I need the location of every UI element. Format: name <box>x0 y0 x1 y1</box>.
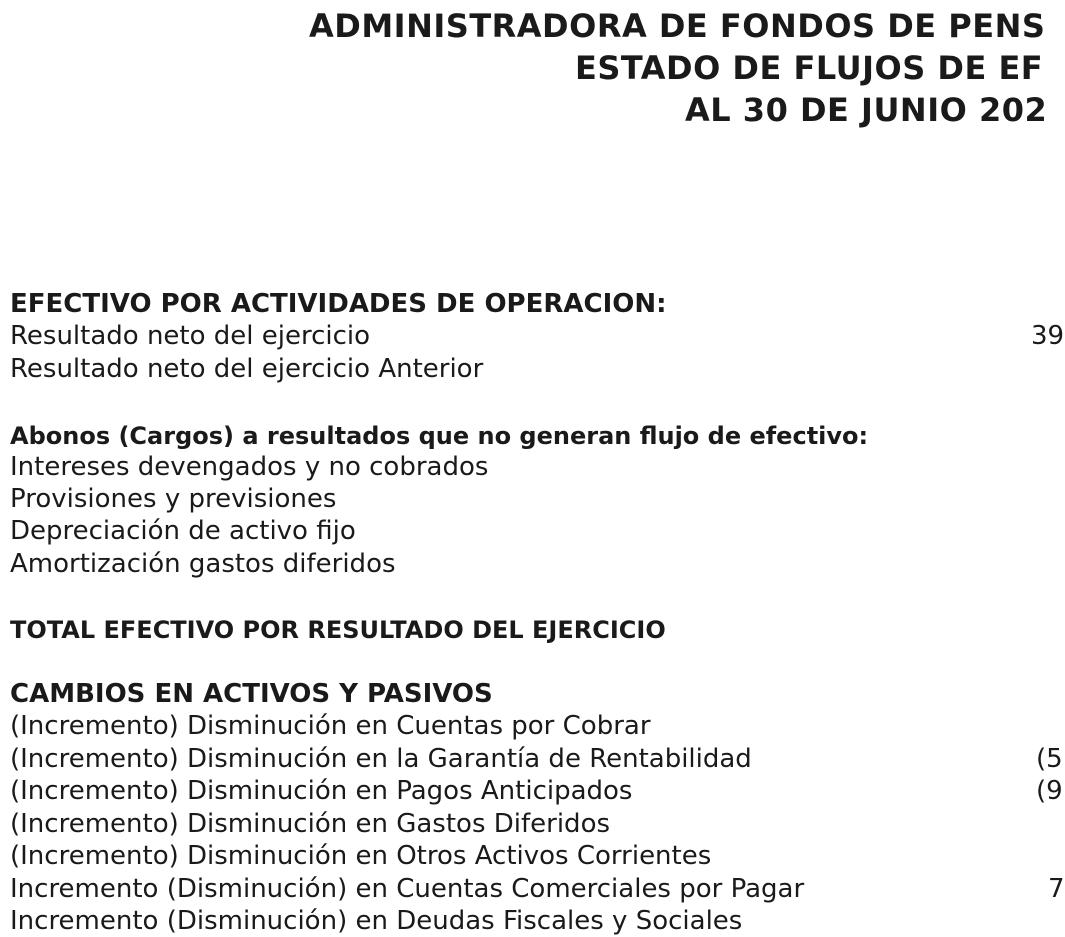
line-item-label: (Incremento) Disminución en Cuentas por Cobrar <box>10 711 651 741</box>
line-item-label: (Incremento) Disminución en la Garantía de Rentabilidad <box>10 744 752 774</box>
line-item-label: Resultado neto del ejercicio Anterior <box>10 354 484 384</box>
total-resultado-label: TOTAL EFECTIVO POR RESULTADO DEL EJERCICIO <box>10 616 666 644</box>
line-item-value: 7 <box>1048 874 1065 904</box>
section-heading-label: Abonos (Cargos) a resultados que no generan flujo de efectivo: <box>10 422 869 450</box>
line-item-label: (Incremento) Disminución en Gastos Diferidos <box>10 809 611 839</box>
line-item-value: (9 <box>1036 776 1063 806</box>
section-heading-label: CAMBIOS EN ACTIVOS Y PASIVOS <box>10 679 493 709</box>
report-title-line-1: ADMINISTRADORA DE FONDOS DE PENS <box>309 7 1046 45</box>
report-title-line-2: ESTADO DE FLUJOS DE EF <box>575 49 1044 87</box>
line-item-label: Incremento (Disminución) en Deudas Fiscales y Sociales <box>10 906 743 936</box>
line-item-label: (Incremento) Disminución en Pagos Anticipados <box>10 776 633 806</box>
line-item-value: 39 <box>1031 321 1065 351</box>
line-item-label: Intereses devengados y no cobrados <box>10 452 489 482</box>
line-item-label: (Incremento) Disminución en Otros Activos Corrientes <box>10 841 712 871</box>
report-title-line-3: AL 30 DE JUNIO 202 <box>685 91 1048 129</box>
line-item-label: Provisiones y previsiones <box>10 484 337 514</box>
line-item-label: Incremento (Disminución) en Cuentas Comerciales por Pagar <box>10 874 805 904</box>
line-item-label: Amortización gastos diferidos <box>10 549 396 579</box>
line-item-label: Depreciación de activo fijo <box>10 516 356 546</box>
line-item-label: Resultado neto del ejercicio <box>10 321 371 351</box>
section-heading-label: EFECTIVO POR ACTIVIDADES DE OPERACION: <box>10 289 667 319</box>
line-item-value: (5 <box>1036 744 1063 774</box>
